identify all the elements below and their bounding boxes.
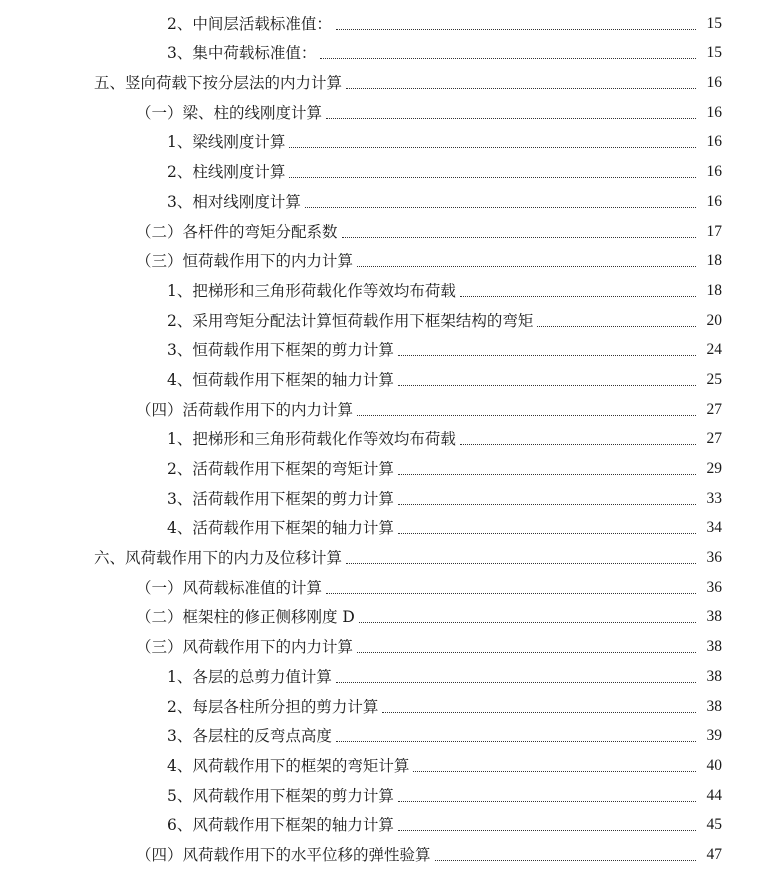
toc-entry-title: 2、采用弯矩分配法计算恒荷载作用下框架结构的弯矩 <box>167 311 534 330</box>
dot-leader <box>336 741 696 742</box>
toc-entry-title: 五、竖向荷载下按分层法的内力计算 <box>94 74 343 93</box>
dot-leader <box>398 801 696 802</box>
dot-leader <box>357 266 696 267</box>
toc-entry[interactable] <box>0 451 779 481</box>
toc-entry-title: 5、风荷载作用下框架的剪力计算 <box>167 786 394 805</box>
toc-entry-title: （三）风荷载作用下的内力计算 <box>136 638 354 657</box>
toc-entry[interactable] <box>0 540 779 570</box>
toc-entry-page-number: 47 <box>706 845 722 863</box>
toc-entry-page-number: 15 <box>706 44 722 62</box>
dot-leader <box>359 622 696 623</box>
dot-leader <box>460 296 696 297</box>
toc-entry[interactable] <box>0 629 779 659</box>
toc-entry-page-number: 38 <box>706 697 722 715</box>
toc-entry[interactable] <box>0 6 779 36</box>
toc-entry[interactable] <box>0 748 779 778</box>
toc-entry-page-number: 18 <box>706 281 722 299</box>
toc-entry-page-number: 39 <box>706 727 722 745</box>
toc-entry-title: 3、相对线刚度计算 <box>167 192 301 211</box>
toc-entry-title: 4、活荷载作用下框架的轴力计算 <box>167 519 394 538</box>
toc-entry-page-number: 45 <box>706 816 722 834</box>
toc-entry-title: 3、活荷载作用下框架的剪力计算 <box>167 489 394 508</box>
toc-entry-title: （二）框架柱的修正侧移刚度 D <box>136 608 355 627</box>
dot-leader <box>435 860 696 861</box>
toc-entry-page-number: 18 <box>706 252 722 270</box>
toc-entry-page-number: 38 <box>706 667 722 685</box>
toc-entry-page-number: 16 <box>706 74 722 92</box>
toc-entry-title: 3、各层柱的反弯点高度 <box>167 727 332 746</box>
toc-entry[interactable] <box>0 36 779 66</box>
toc-entry[interactable] <box>0 808 779 838</box>
toc-entry-page-number: 27 <box>706 430 722 448</box>
dot-leader <box>398 355 696 356</box>
dot-leader <box>398 830 696 831</box>
toc-entry-title: 1、把梯形和三角形荷载化作等效均布荷载 <box>167 281 456 300</box>
toc-entry-page-number: 38 <box>706 638 722 656</box>
toc-entry[interactable] <box>0 303 779 333</box>
toc-entry-title: 1、各层的总剪力值计算 <box>167 667 332 686</box>
toc-entry-title: （一）梁、柱的线刚度计算 <box>136 103 323 122</box>
toc-entry-page-number: 16 <box>706 133 722 151</box>
toc-entry[interactable] <box>0 600 779 630</box>
dot-leader <box>289 147 696 148</box>
dot-leader <box>346 88 696 89</box>
toc-entry-page-number: 16 <box>706 192 722 210</box>
toc-entry[interactable] <box>0 392 779 422</box>
toc-entry-title: 1、梁线刚度计算 <box>167 133 286 152</box>
toc-entry-title: 2、柱线刚度计算 <box>167 163 286 182</box>
toc-entry[interactable] <box>0 333 779 363</box>
toc-entry[interactable] <box>0 362 779 392</box>
toc-entry-title: 2、活荷载作用下框架的弯矩计算 <box>167 460 394 478</box>
toc-entry-page-number: 33 <box>706 489 722 507</box>
toc-entry[interactable] <box>0 214 779 244</box>
toc-entry[interactable] <box>0 511 779 541</box>
toc-entry-page-number: 25 <box>706 370 722 388</box>
toc-entry[interactable] <box>0 719 779 749</box>
dot-leader <box>320 58 696 59</box>
dot-leader <box>336 682 696 683</box>
toc-entry-title: 2、每层各柱所分担的剪力计算 <box>167 697 379 716</box>
toc-entry-page-number: 40 <box>706 756 722 774</box>
toc-entry[interactable] <box>0 659 779 689</box>
dot-leader <box>326 593 696 594</box>
toc-entry-page-number: 16 <box>706 163 722 181</box>
toc-entry-page-number: 15 <box>706 14 722 32</box>
toc-entry-title: 4、风荷载作用下的框架的弯矩计算 <box>167 756 410 775</box>
toc-entry-title: （二）各杆件的弯矩分配系数 <box>136 222 338 241</box>
toc-entry[interactable] <box>0 689 779 719</box>
toc-entry-title: 3、集中荷载标准值： <box>167 44 317 63</box>
dot-leader <box>537 326 696 327</box>
toc-entry[interactable] <box>0 184 779 214</box>
toc-entry[interactable] <box>0 837 779 867</box>
toc-entry-page-number: 16 <box>706 103 722 121</box>
dot-leader <box>398 533 696 534</box>
toc-entry-title: 1、把梯形和三角形荷载化作等效均布荷载 <box>167 430 456 449</box>
toc-entry-page-number: 44 <box>706 786 722 804</box>
toc-entry-title: （一）风荷载标准值的计算 <box>136 578 323 597</box>
toc-entry-page-number: 17 <box>706 222 722 240</box>
toc-entry[interactable] <box>0 154 779 184</box>
toc-entry[interactable] <box>0 65 779 95</box>
dot-leader <box>398 504 696 505</box>
dot-leader <box>460 444 696 445</box>
toc-entry-page-number: 20 <box>706 311 722 329</box>
dot-leader <box>357 652 696 653</box>
toc-entry-title: （四）活荷载作用下的内力计算 <box>136 400 354 419</box>
toc-entry[interactable] <box>0 95 779 125</box>
toc-entry-title: 6、风荷载作用下框架的轴力计算 <box>167 816 394 835</box>
toc-entry-title: 2、中间层活载标准值： <box>167 14 332 33</box>
toc-entry[interactable] <box>0 244 779 274</box>
dot-leader <box>413 771 696 772</box>
toc-entry-page-number: 27 <box>706 400 722 418</box>
dot-leader <box>357 415 696 416</box>
toc-entry-title: 3、恒荷载作用下框架的剪力计算 <box>167 341 394 360</box>
toc-entry-page-number: 29 <box>706 460 722 477</box>
toc-entry-title: 4、恒荷载作用下框架的轴力计算 <box>167 370 394 389</box>
dot-leader <box>289 177 696 178</box>
toc-entry-page-number: 34 <box>706 519 722 537</box>
dot-leader <box>382 712 696 713</box>
toc-entry-title: 六、风荷载作用下的内力及位移计算 <box>94 549 343 568</box>
dot-leader <box>346 563 696 564</box>
toc-entry[interactable] <box>0 481 779 511</box>
toc-entry[interactable] <box>0 422 779 452</box>
toc-entry-title: （四）风荷载作用下的水平位移的弹性验算 <box>136 845 431 864</box>
toc-entry-page-number: 24 <box>706 341 722 359</box>
dot-leader <box>342 237 696 238</box>
toc-entry-page-number: 38 <box>706 608 722 626</box>
toc-entry-page-number: 36 <box>706 578 722 596</box>
toc-entry-page-number: 36 <box>706 549 722 567</box>
dot-leader <box>398 474 696 475</box>
toc-entry[interactable] <box>0 273 779 303</box>
toc-entry[interactable] <box>0 778 779 808</box>
dot-leader <box>305 207 696 208</box>
toc-entry-title: （三）恒荷载作用下的内力计算 <box>136 252 354 271</box>
dot-leader <box>326 118 696 119</box>
dot-leader <box>336 29 696 30</box>
toc-entry[interactable] <box>0 125 779 155</box>
toc-entry[interactable] <box>0 570 779 600</box>
table-of-contents <box>0 6 779 867</box>
dot-leader <box>398 385 696 386</box>
